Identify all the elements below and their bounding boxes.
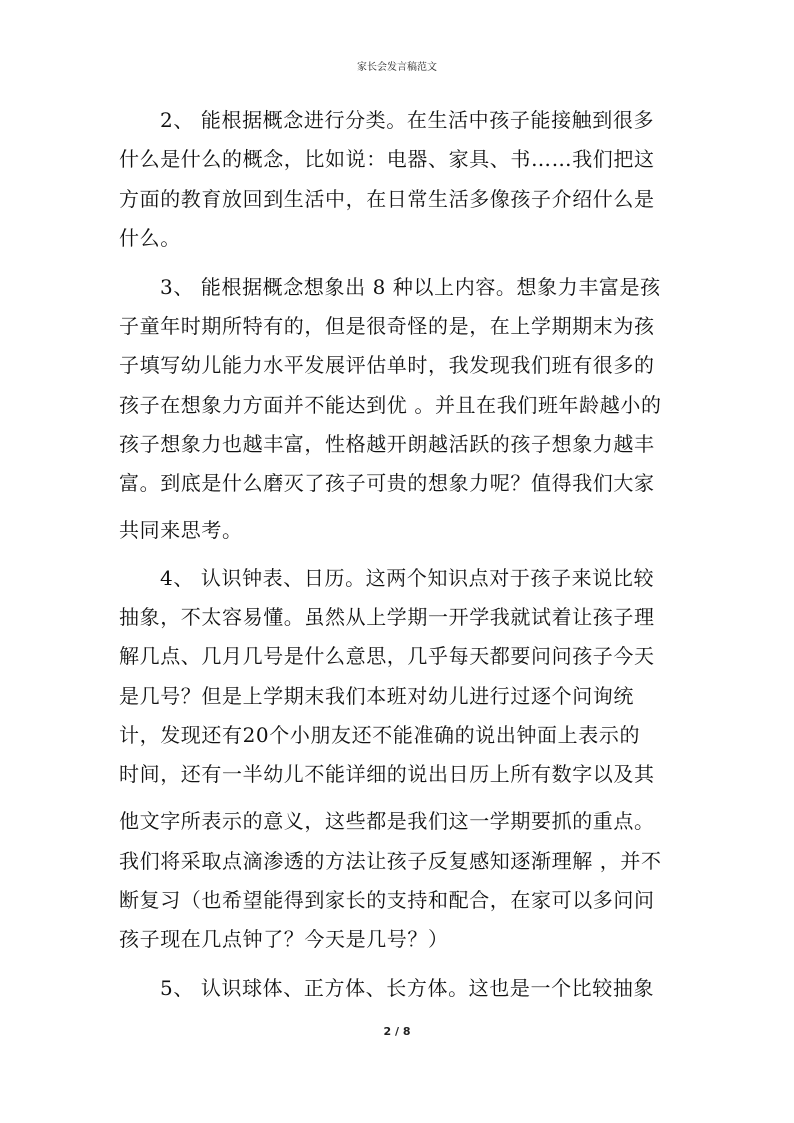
text-line: 孩子在想象力方面并不能达到优 。并且在我们班年龄越小的 — [119, 393, 662, 417]
text-line: 他文字所表示的意义，这些都是我们这一学期要抓的重点。 — [119, 809, 655, 833]
text-line: 富。到底是什么磨灭了孩子可贵的想象力呢？值得我们大家 — [119, 471, 655, 495]
page-number: 2 / 8 — [383, 1025, 411, 1038]
text-line: 4、 认识钟表、日历。这两个知识点对于孩子来说比较 — [160, 566, 655, 590]
text-line: 计，发现还有20个小朋友还不能准确的说出钟面上表示的 — [119, 723, 641, 747]
text-line: 孩子现在几点钟了？今天是几号？） — [119, 927, 449, 951]
text-line: 孩子想象力也越丰富，性格越开朗越活跃的孩子想象力越丰 — [119, 432, 655, 456]
text-line: 5、 认识球体、正方体、长方体。这也是一个比较抽象 — [160, 976, 655, 1000]
text-line: 什么是什么的概念，比如说：电器、家具、书……我们把这 — [119, 147, 655, 171]
text-line: 子童年时期所特有的，但是很奇怪的是，在上学期期末为孩 — [119, 314, 655, 338]
text-line: 共同来思考。 — [119, 518, 243, 542]
text-line: 方面的教育放回到生活中，在日常生活多像孩子介绍什么是 — [119, 187, 655, 211]
text-line: 什么。 — [119, 226, 181, 250]
text-line: 3、 能根据概念想象出 8 种以上内容。想象力丰富是孩 — [160, 275, 661, 299]
text-line: 解几点、几月几号是什么意思，几乎每天都要问问孩子今天 — [119, 644, 655, 668]
text-line: 时间，还有一半幼儿不能详细的说出日历上所有数字以及其 — [119, 762, 655, 786]
text-line: 子填写幼儿能力水平发展评估单时，我发现我们班有很多的 — [119, 353, 655, 377]
page-header: 家长会发言稿范文 — [357, 62, 437, 73]
text-line: 断复习（也希望能得到家长的支持和配合，在家可以多问问 — [119, 888, 655, 912]
text-line: 是几号？但是上学期末我们本班对幼儿进行过逐个问询统 — [119, 684, 634, 708]
text-line: 我们将采取点滴渗透的方法让孩子反复感知逐渐理解 ，并不 — [119, 849, 662, 873]
text-line: 2、 能根据概念进行分类。在生活中孩子能接触到很多 — [160, 108, 655, 132]
text-line: 抽象，不太容易懂。虽然从上学期一开学我就试着让孩子理 — [119, 605, 655, 629]
